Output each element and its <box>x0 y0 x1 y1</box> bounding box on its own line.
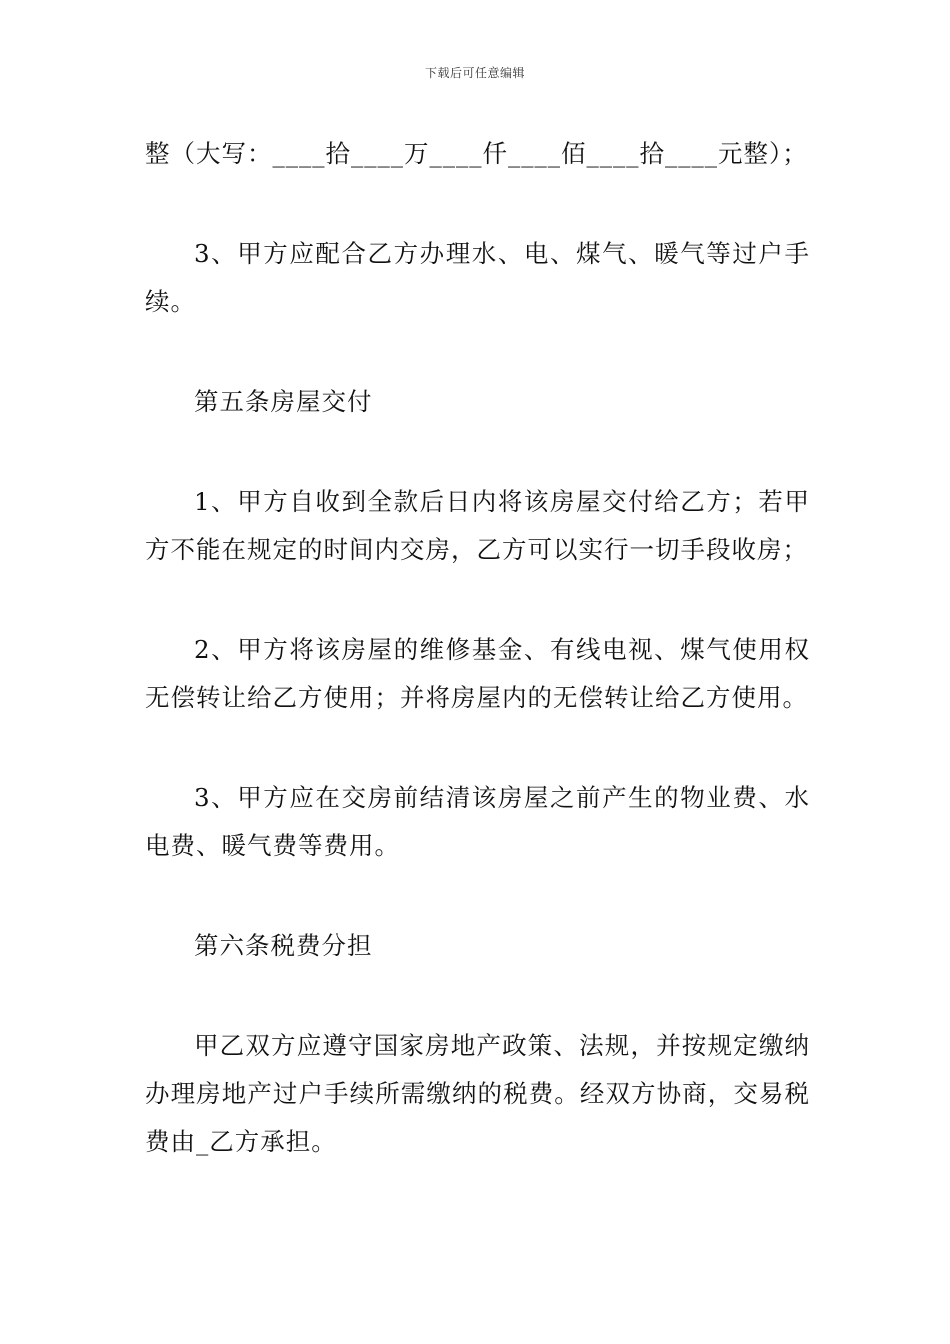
paragraph-delivery-3: 3、甲方应在交房前结清该房屋之前产生的物业费、水电费、暖气费等费用。 <box>145 783 810 860</box>
paragraph-utilities-transfer: 3、甲方应配合乙方办理水、电、煤气、暖气等过户手续。 <box>145 239 810 316</box>
paragraph-delivery-1: 1、甲方自收到全款后日内将该房屋交付给乙方；若甲方不能在规定的时间内交房，乙方可以实行一切手段收房； <box>145 487 810 564</box>
article-5-heading: 第五条房屋交付 <box>194 387 373 416</box>
page-header: 下载后可任意编辑 <box>424 66 525 80</box>
paragraph-tax-sharing: 甲乙双方应遵守国家房地产政策、法规，并按规定缴纳办理房地产过户手续所需缴纳的税费。经双方协商，交易税费由_乙方承担。 <box>145 1031 810 1156</box>
paragraph-delivery-2: 2、甲方将该房屋的维修基金、有线电视、煤气使用权无偿转让给乙方使用；并将房屋内的无偿转让给乙方使用。 <box>145 635 810 712</box>
article-6-heading: 第六条税费分担 <box>194 931 373 960</box>
paragraph-amount-capital: 整（大写：____拾____万____仟____佰____拾____元整）； <box>145 139 808 168</box>
document-body <box>145 130 810 1218</box>
